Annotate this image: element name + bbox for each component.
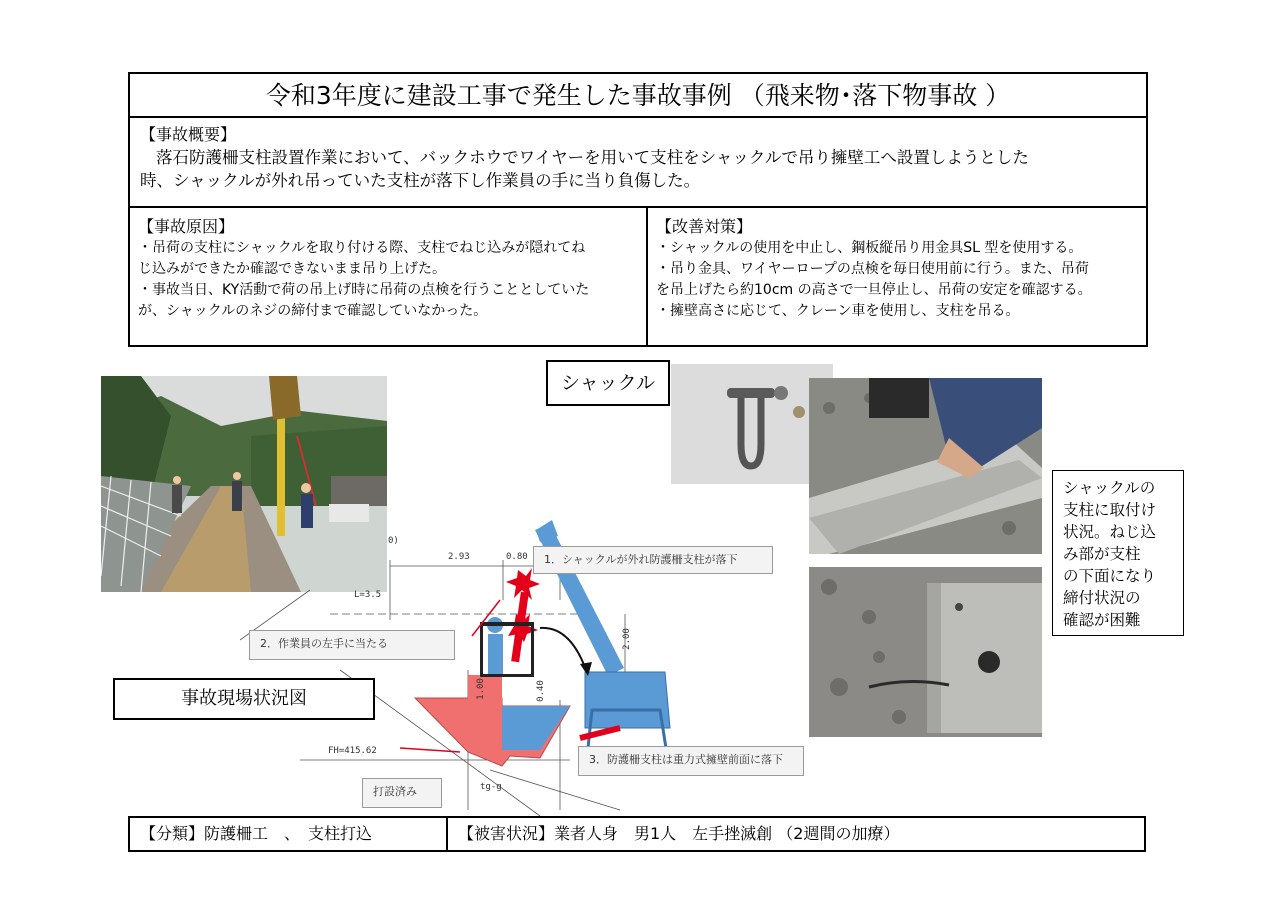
scene-diagram-label: 事故現場状況図 — [113, 678, 375, 720]
note-line: 締付状況の — [1063, 589, 1141, 607]
shackle-label: シャックル — [546, 360, 670, 406]
cause-line: ・吊荷の支柱にシャックルを取り付ける際、支柱でねじ込みが隠れてね — [138, 240, 586, 256]
page-title: 令和3年度に建設工事で発生した事故事例 （飛来物･落下物事故 ） — [128, 72, 1148, 118]
note-line: 支柱に取付け — [1063, 501, 1157, 519]
dim-080: 0.80 — [506, 552, 528, 562]
shackle-note — [1052, 470, 1184, 636]
cause-heading: 【事故原因】 — [138, 217, 235, 236]
callout-1: 1．シャックルが外れ防護柵支柱が落下 — [533, 546, 773, 574]
dim-293: 2.93 — [448, 552, 470, 562]
dim-100: 1.00 — [475, 678, 486, 700]
measure-line: を吊上げたら約10cm の高さで一旦停止し、吊荷の安定を確認する。 — [656, 282, 1092, 298]
note-line: シャックルの — [1063, 479, 1156, 497]
small-mark: 0) — [388, 536, 399, 546]
column-attach-photo — [809, 378, 1042, 554]
column-bottom-photo — [809, 567, 1042, 737]
note-line: 確認が困難 — [1063, 611, 1141, 629]
measure-line: ・吊り金具、ワイヤーロープの点検を毎日使用前に行う。また、吊荷 — [656, 261, 1089, 277]
tg-mark: tg-g — [480, 782, 502, 792]
callout-3: 3．防護柵支柱は重力式擁壁前面に落下 — [578, 746, 804, 776]
improvement-measures — [646, 206, 1148, 347]
dim-040: 0.40 — [535, 680, 546, 702]
note-line: 状況。ねじ込 — [1063, 523, 1157, 541]
callout-4: 打設済み — [362, 778, 442, 808]
note-line: の下面になり — [1063, 567, 1157, 585]
accident-overview — [128, 116, 1148, 208]
cause-line: ・事故当日、KY活動で荷の吊上げ時に吊荷の点検を行うこととしていた — [138, 282, 590, 298]
overview-text-line1: 落石防護柵支柱設置作業において、バックホウでワイヤーを用いて支柱をシャックルで吊り擁壁工へ設置しようとした — [156, 148, 1029, 167]
dim-200: 2.00 — [621, 628, 632, 650]
accident-cause — [128, 206, 648, 347]
measure-line: ・擁壁高さに応じて、クレーン車を使用し、支柱を吊る。 — [656, 303, 1020, 319]
cause-line: じ込みができたか確認できないまま吊り上げた。 — [138, 261, 446, 277]
note-line: み部が支柱 — [1063, 545, 1141, 563]
slope-mark: L=3.5 — [354, 590, 382, 600]
overview-text-line2: 時、シャックルが外れ吊っていた支柱が落下し作業員の手に当り負傷した。 — [140, 171, 701, 190]
callout-2: 2．作業員の左手に当たる — [249, 630, 455, 660]
level-mark: FH=415.62 — [328, 746, 377, 756]
measure-line: ・シャックルの使用を中止し、鋼板縦吊り用金具SL 型を使用する。 — [656, 240, 1083, 256]
cause-line: が、シャックルのネジの締付まで確認していなかった。 — [138, 303, 488, 319]
measures-heading: 【改善対策】 — [656, 217, 753, 236]
damage-status: 【被害状況】業者人身 男1人 左手挫滅創 （2週間の加療） — [446, 816, 1146, 852]
overview-heading: 【事故概要】 — [140, 125, 237, 144]
classification: 【分類】防護柵工 、 支柱打込 — [128, 816, 448, 852]
